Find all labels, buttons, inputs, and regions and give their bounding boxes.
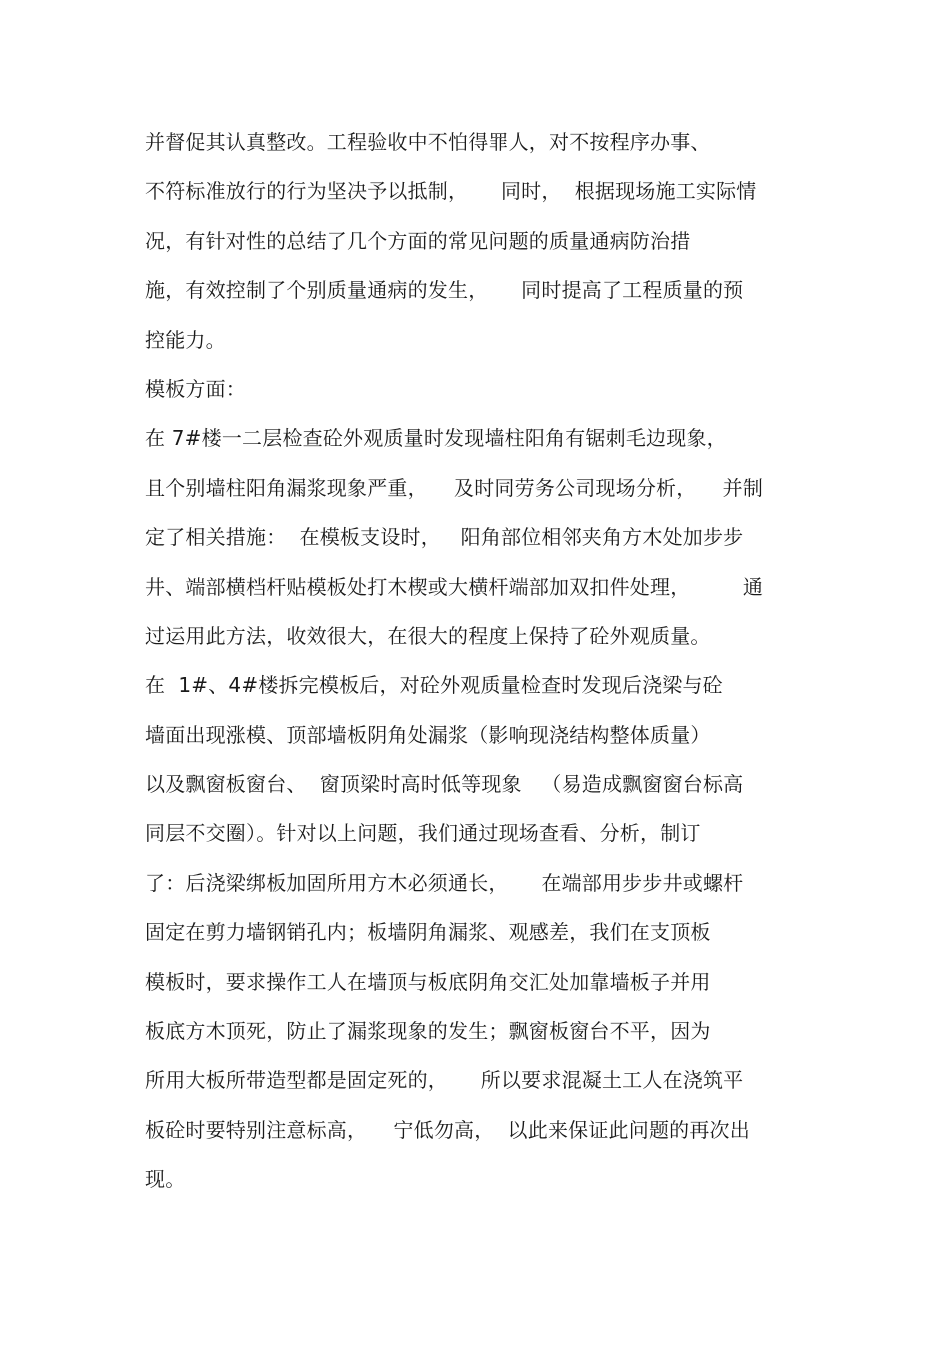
text-line: 固定在剪力墙钢销孔内；板墙阴角漏浆、观感差，我们在支顶板 (145, 920, 711, 945)
text-line: 不符标准放行的行为坚决予以抵制， 同时， 根据现场施工实际情 (145, 179, 757, 204)
text-line: 在 1#、4#楼拆完模板后，对砼外观质量检查时发现后浇梁与砼 (145, 673, 723, 698)
text-line: 了：后浇梁绑板加固所用方木必须通长， 在端部用步步井或螺杆 (145, 870, 744, 895)
text-line: 定了相关措施： 在模板支设时， 阳角部位相邻夹角方木处加步步 (145, 525, 744, 550)
text-line: 施，有效控制了个别质量通病的发生， 同时提高了工程质量的预 (145, 278, 744, 303)
text-line: 以及飘窗板窗台、 窗顶梁时高时低等现象 （易造成飘窗窗台标高 (145, 772, 744, 797)
text-line: 在 7#楼一二层检查砼外观质量时发现墙柱阳角有锯刺毛边现象， (145, 426, 727, 451)
text-line: 同层不交圈）。针对以上问题，我们通过现场查看、分析，制订 (145, 821, 701, 846)
text-line: 板砼时要特别注意标高， 宁低勿高， 以此来保证此问题的再次出 (145, 1117, 750, 1142)
text-line: 过运用此方法，收效很大，在很大的程度上保持了砼外观质量。 (145, 623, 711, 648)
text-line: 况，有针对性的总结了几个方面的常见问题的质量通病防治措 (145, 228, 691, 253)
text-line: 模板时，要求操作工人在墙顶与板底阴角交汇处加靠墙板子并用 (145, 969, 711, 994)
section-heading: 模板方面： (145, 376, 246, 401)
text-line: 且个别墙柱阳角漏浆现象严重， 及时同劳务公司现场分析， 并制 (145, 475, 764, 500)
text-line: 控能力。 (145, 327, 226, 352)
text-line: 墙面出现涨模、顶部墙板阴角处漏浆（影响现浇结构整体质量） (145, 722, 711, 747)
text-line: 现。 (145, 1167, 186, 1192)
body-text (145, 122, 825, 1209)
text-line: 板底方木顶死，防止了漏浆现象的发生；飘窗板窗台不平，因为 (145, 1019, 711, 1044)
text-line: 井、端部横档杆贴模板处打木楔或大横杆端部加双扣件处理， 通 (145, 574, 764, 599)
text-line: 并督促其认真整改。工程验收中不怕得罪人，对不按程序办事、 (145, 130, 711, 154)
text-line: 所用大板所带造型都是固定死的， 所以要求混凝土工人在浇筑平 (145, 1068, 744, 1093)
